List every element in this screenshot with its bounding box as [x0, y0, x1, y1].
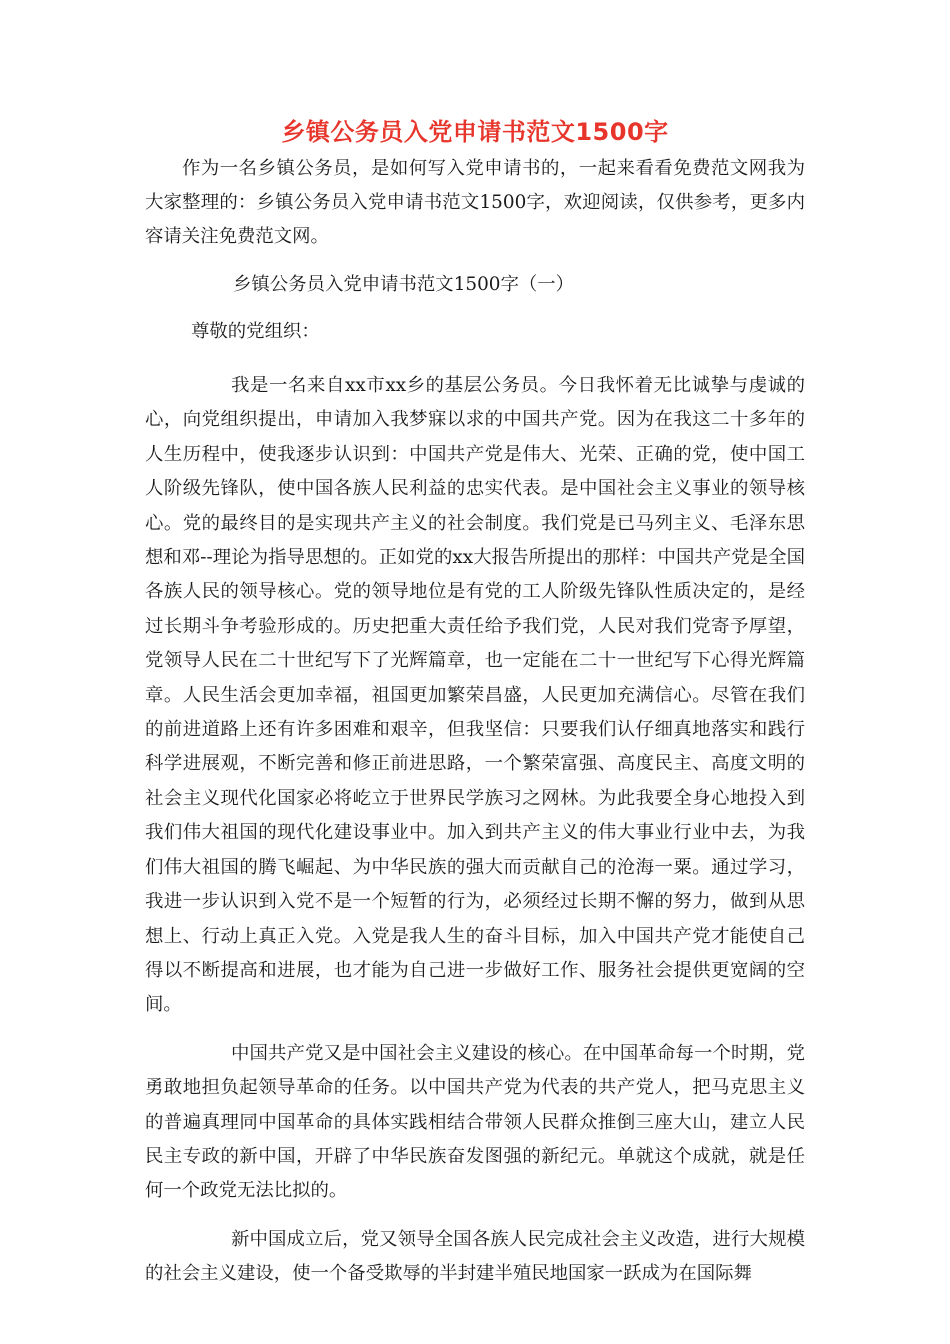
- body-paragraph-1: 我是一名来自xx市xx乡的基层公务员。今日我怀着无比诚挚与虔诚的心，向党组织提出，申请加入我梦寐以求的中国共产党。因为在我这二十多年的人生历程中，使我逐步认识到：中国共产党是伟大、光荣、正确的党，使中国工人阶级先锋队，使中国各族人民利益的忠实代表。是中国社会主义事业的领导核心。党的最终目的是实现共产主义的社会制度。我们党是已马列主义、毛泽东思想和邓--理论为指导思想的。正如党的xx大报告所提出的那样：中国共产党是全国各族人民的领导核心。党的领导地位是有党的工人阶级先锋队性质决定的，是经过长期斗争考验形成的。历史把重大责任给予我们党，人民对我们党寄予厚望，党领导人民在二十世纪写下了光辉篇章，也一定能在二十一世纪写下心得光辉篇章。人民生活会更加幸福，祖国更加繁荣昌盛，人民更加充满信心。尽管在我们的前进道路上还有许多困难和艰辛，但我坚信：只要我们认仔细真地落实和践行科学进展观，不断完善和修正前进思路，一个繁荣富强、高度民主、高度文明的社会主义现代化国家必将屹立于世界民学族习之网林。为此我要全身心地投入到我们伟大祖国的现代化建设事业中。加入到共产主义的伟大事业行业中去，为我们伟大祖国的腾飞崛起、为中华民族的强大而贡献自己的沧海一粟。通过学习，我进一步认识到入党不是一个短暂的行为，必须经过长期不懈的努力，做到从思想上、行动上真正入党。入党是我人生的奋斗目标，加入中国共产党才能使自己得以不断提高和进展，也才能为自己进一步做好工作、服务社会提供更宽阔的空间。: [145, 375, 805, 1016]
- body-paragraph-3: 新中国成立后，党又领导全国各族人民完成社会主义改造，进行大规模的社会主义建设，使一个备受欺辱的半封建半殖民地国家一跃成为在国际舞: [145, 1228, 805, 1285]
- document-title: 乡镇公务员入党申请书范文1500字: [281, 118, 669, 146]
- document-page: [145, 112, 805, 1292]
- body-paragraph-2: 中国共产党又是中国社会主义建设的核心。在中国革命每一个时期，党勇敢地担负起领导革命的任务。以中国共产党为代表的共产党人，把马克思主义的普遍真理同中国革命的具体实践相结合带领人民群众推倒三座大山，建立人民民主专政的新中国，开辟了中华民族奋发图强的新纪元。单就这个成就，就是任何一个政党无法比拟的。: [145, 1042, 805, 1202]
- salutation: 尊敬的党组织：: [191, 321, 320, 342]
- intro-paragraph: 作为一名乡镇公务员，是如何写入党申请书的，一起来看看免费范文网我为大家整理的：乡镇公务员入党申请书范文1500字，欢迎阅读，仅供参考，更多内容请关注免费范文网。: [145, 158, 805, 247]
- section-subtitle: 乡镇公务员入党申请书范文1500字（一）: [233, 274, 575, 295]
